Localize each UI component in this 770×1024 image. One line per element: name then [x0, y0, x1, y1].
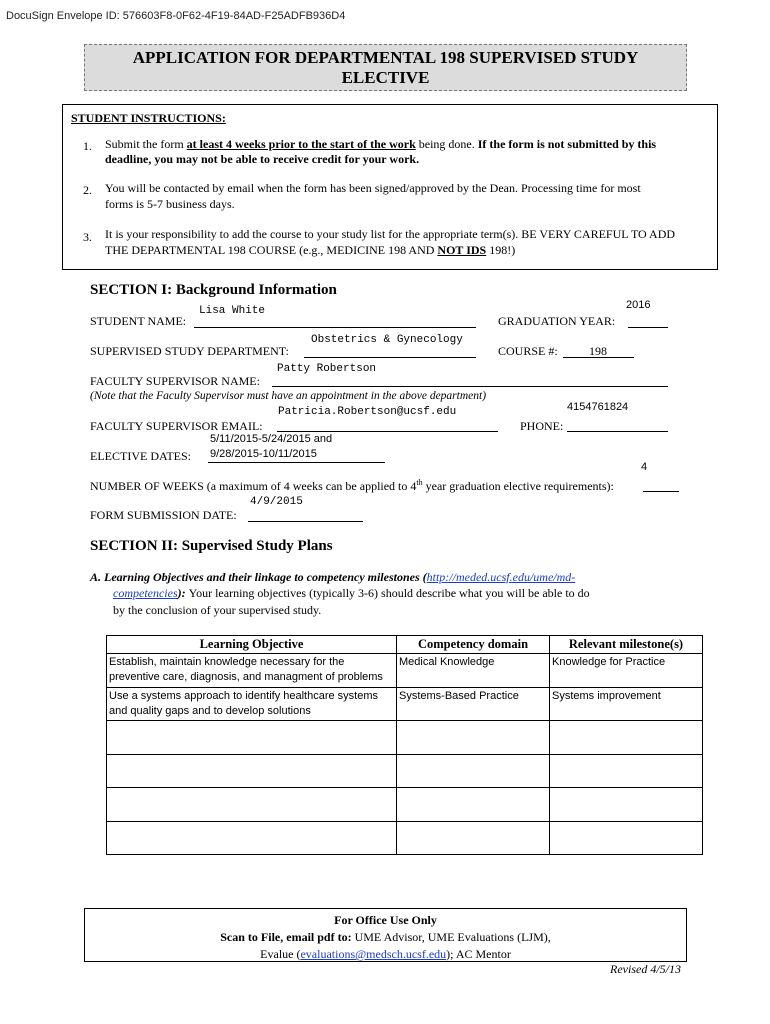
instruction-emphasis: at least 4 weeks prior to the start of the work [186, 137, 416, 151]
submission-date-line [248, 521, 363, 522]
table-row [107, 821, 703, 855]
office-use-box [84, 908, 687, 962]
instruction-1-line2: deadline, you may not be able to receive credit for your work. [105, 152, 420, 166]
office-recipients: ); AC Mentor [446, 947, 511, 961]
instruction-text: Submit the form [105, 137, 187, 151]
office-recipients: Evalue ( [260, 947, 301, 961]
student-instructions-box [62, 104, 718, 270]
table-row [107, 721, 703, 755]
learning-objectives-line3: by the conclusion of your supervised study. [113, 603, 322, 617]
table-row [107, 687, 703, 721]
faculty-name-label: FACULTY SUPERVISOR NAME: [90, 374, 260, 388]
competencies-link[interactable]: competencies [113, 586, 178, 600]
objective-cell[interactable] [107, 788, 397, 822]
competency-cell[interactable] [397, 721, 550, 755]
instruction-emphasis: NOT IDS [437, 243, 487, 257]
competency-cell[interactable] [397, 754, 550, 788]
weeks-label-text: year graduation elective requirements): [422, 479, 614, 493]
instruction-text: THE DEPARTMENTAL 198 COURSE (e.g., MEDICINE 198 AND [105, 243, 438, 257]
phone-field[interactable]: 4154761824 [567, 401, 629, 413]
milestone-cell[interactable] [550, 821, 703, 855]
objectives-heading-text: ): [177, 586, 189, 600]
student-name-label: STUDENT NAME: [90, 314, 187, 328]
instruction-emphasis: If the form is not submitted by this [477, 137, 657, 151]
faculty-note: (Note that the Faculty Supervisor must have an appointment in the above department) [90, 390, 487, 402]
column-header-learning-objective: Learning Objective [107, 636, 397, 654]
learning-objectives-heading [90, 570, 575, 585]
milestone-cell[interactable] [550, 788, 703, 822]
learning-objectives-line2 [113, 586, 590, 601]
office-use-heading: For Office Use Only [334, 913, 437, 927]
elective-dates-line [208, 462, 385, 463]
office-scan-label: Scan to File, email pdf to: [220, 930, 352, 944]
competency-cell[interactable]: Systems-Based Practice [397, 687, 550, 721]
section2-heading: SECTION II: Supervised Study Plans [90, 538, 333, 554]
instruction-number: 2. [83, 183, 92, 197]
competencies-link[interactable]: http://meded.ucsf.edu/ume/md- [426, 570, 576, 584]
instruction-2-line1: You will be contacted by email when the form has been signed/approved by the Dean. Processing time for most [105, 181, 641, 195]
learning-objectives-table [106, 635, 703, 855]
instruction-2-line2: forms is 5-7 business days. [105, 197, 235, 211]
instruction-3-line1: It is your responsibility to add the course to your study list for the appropriate term(s). BE VERY CAREFUL TO ADD [105, 227, 676, 241]
faculty-email-label: FACULTY SUPERVISOR EMAIL: [90, 419, 263, 433]
milestone-cell[interactable]: Knowledge for Practice [550, 654, 703, 688]
table-row [107, 654, 703, 688]
milestone-cell[interactable] [550, 721, 703, 755]
course-label: COURSE #: [498, 344, 558, 358]
faculty-name-line [272, 386, 668, 387]
form-title-line2: ELECTIVE [341, 67, 430, 87]
graduation-year-label: GRADUATION YEAR: [498, 314, 616, 328]
milestone-cell[interactable] [550, 754, 703, 788]
elective-dates-field-line1[interactable]: 5/11/2015-5/24/2015 and [210, 433, 333, 445]
course-line [563, 357, 634, 358]
objectives-description: Your learning objectives (typically 3-6) should describe what you will be able to do [188, 586, 590, 600]
instruction-text: 198!) [486, 243, 516, 257]
instructions-heading: STUDENT INSTRUCTIONS: [71, 111, 226, 125]
phone-label: PHONE: [520, 419, 564, 433]
graduation-year-field[interactable]: 2016 [626, 299, 651, 311]
submission-date-label: FORM SUBMISSION DATE: [90, 508, 237, 522]
number-of-weeks-label [90, 478, 614, 494]
objective-cell[interactable] [107, 821, 397, 855]
column-header-competency-domain: Competency domain [397, 636, 550, 654]
department-line [304, 357, 476, 358]
table-row [107, 754, 703, 788]
evaluations-email-link[interactable]: evaluations@medsch.ucsf.edu [300, 947, 447, 961]
course-field[interactable]: 198 [589, 344, 607, 358]
instruction-number: 1. [83, 139, 92, 153]
faculty-email-field[interactable]: Patricia.Robertson@ucsf.edu [278, 406, 457, 418]
weeks-label-text: NUMBER OF WEEKS (a maximum of 4 weeks can be applied to 4 [90, 479, 417, 493]
objective-cell[interactable]: Use a systems approach to identify healthcare systems and quality gaps and to develop solutions [107, 687, 397, 721]
objectives-heading-text: A. Learning Objectives and their linkage to competency milestones ( [90, 570, 427, 584]
section1-heading: SECTION I: Background Information [90, 282, 337, 298]
faculty-email-line [277, 431, 498, 432]
elective-dates-field-line2[interactable]: 9/28/2015-10/11/2015 [210, 448, 317, 460]
office-recipients: UME Advisor, UME Evaluations (LJM), [351, 930, 551, 944]
number-of-weeks-line [643, 491, 679, 492]
milestone-cell[interactable]: Systems improvement [550, 687, 703, 721]
objective-cell[interactable]: Establish, maintain knowledge necessary for the preventive care, diagnosis, and managment of problems [107, 654, 397, 688]
form-title-box [84, 44, 687, 91]
student-name-line [194, 327, 476, 328]
column-header-relevant-milestones: Relevant milestone(s) [550, 636, 703, 654]
graduation-year-line [628, 327, 668, 328]
phone-line [567, 431, 668, 432]
office-use-line2 [85, 929, 686, 946]
objective-cell[interactable] [107, 754, 397, 788]
competency-cell[interactable] [397, 821, 550, 855]
weeks-label-sup: th [416, 478, 423, 487]
department-field[interactable]: Obstetrics & Gynecology [311, 334, 463, 346]
student-name-field[interactable]: Lisa White [199, 305, 266, 317]
department-label: SUPERVISED STUDY DEPARTMENT: [90, 344, 289, 358]
submission-date-field[interactable]: 4/9/2015 [250, 496, 303, 508]
elective-dates-label: ELECTIVE DATES: [90, 449, 191, 463]
instruction-number: 3. [83, 230, 92, 244]
number-of-weeks-field[interactable]: 4 [641, 461, 648, 473]
office-use-line3 [85, 946, 686, 963]
table-header-row [107, 636, 703, 654]
faculty-name-field[interactable]: Patty Robertson [277, 363, 377, 375]
instruction-1-line1 [105, 137, 656, 152]
envelope-id: DocuSign Envelope ID: 576603F8-0F62-4F19-84AD-F25ADFB936D4 [6, 10, 346, 22]
instruction-3-line2 [105, 243, 515, 258]
competency-cell[interactable]: Medical Knowledge [397, 654, 550, 688]
competency-cell[interactable] [397, 788, 550, 822]
form-title-line1: APPLICATION FOR DEPARTMENTAL 198 SUPERVISED STUDY [132, 47, 639, 67]
instruction-text: being done. [415, 137, 478, 151]
objective-cell[interactable] [107, 721, 397, 755]
revised-date: Revised 4/5/13 [610, 962, 681, 976]
table-row [107, 788, 703, 822]
